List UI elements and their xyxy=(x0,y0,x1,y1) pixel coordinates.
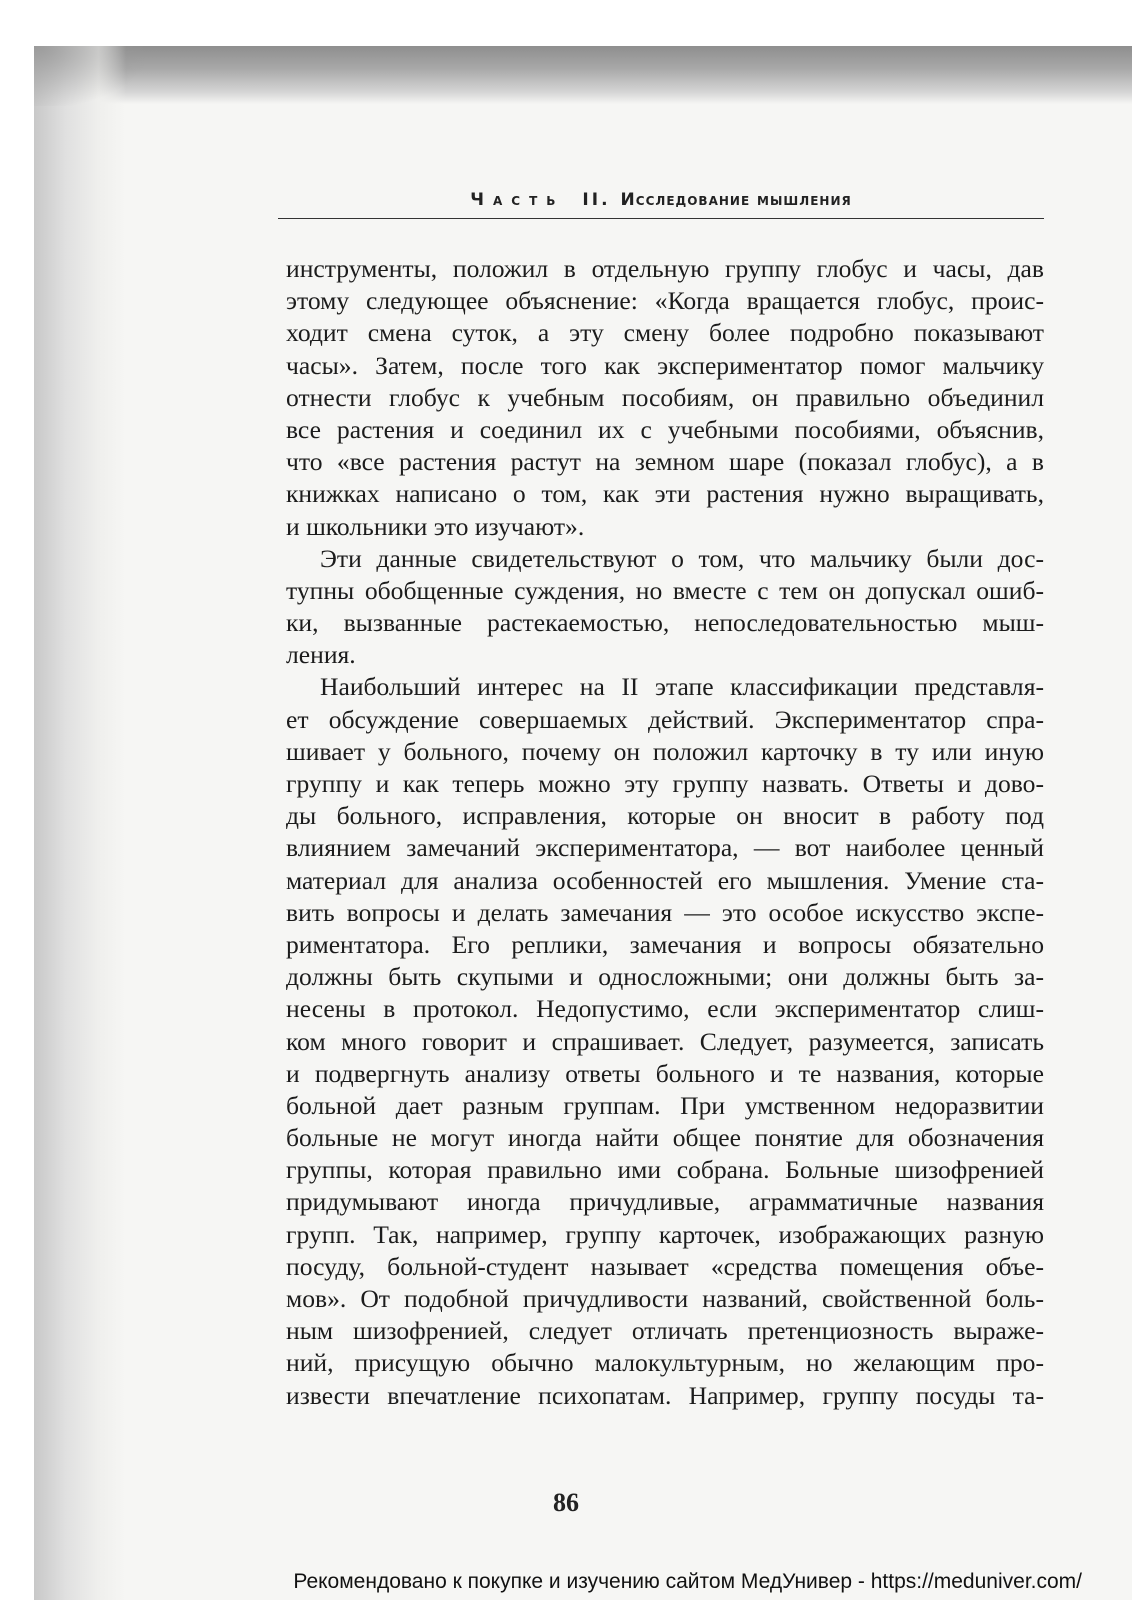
running-head xyxy=(278,190,1044,219)
text-line: придумывают иногда причудливые, аграмматичные названия xyxy=(286,1187,1044,1217)
scan-shadow-left xyxy=(34,46,126,1600)
text-line: несены в протокол. Недопустимо, если экспериментатор слиш- xyxy=(286,994,1044,1024)
text-line: групп. Так, например, группу карточек, изображающих разную xyxy=(286,1219,1044,1249)
text-line: тупны обобщенные суждения, но вместе с тем он допускал ошиб- xyxy=(286,575,1044,605)
text-line: отнести глобус к учебным пособиям, он правильно объединил xyxy=(286,382,1044,412)
footer-recommendation: Рекомендовано к покупке и изучению сайтом МедУнивер - https://meduniver.com/ xyxy=(293,1570,1082,1593)
text-line: и школьники это изучают». xyxy=(286,511,585,541)
text-line: посуду, больной-студент называет «средства помещения объе- xyxy=(286,1251,1044,1281)
text-line: влиянием замечаний экспериментатора, — вот наиболее ценный xyxy=(286,833,1044,863)
text-line: ным шизофренией, следует отличать претенциозность выраже- xyxy=(286,1316,1044,1346)
text-line: шивает у больного, почему он положил карточку в ту или иную xyxy=(286,736,1044,766)
text-line: больной дает разным группам. При умственном недоразвитии xyxy=(286,1090,1044,1120)
text-line: вить вопросы и делать замечания — это особое искусство экспе- xyxy=(286,897,1044,927)
text-line: инструменты, положил в отдельную группу глобус и часы, дав xyxy=(286,254,1044,283)
text-line: Наибольший интерес на II этапе классификации представля- xyxy=(320,672,1044,702)
text-line: ления. xyxy=(286,640,356,670)
text-line: ком много говорит и спрашивает. Следует, разумеется, записать xyxy=(286,1026,1044,1056)
text-line: ды больного, исправления, которые он вносит в работу под xyxy=(286,801,1044,831)
text-line: часы». Затем, после того как экспериментатор помог мальчику xyxy=(286,350,1044,380)
text-line: группу и как теперь можно эту группу назвать. Ответы и дово- xyxy=(286,769,1044,798)
text-line: этому следующее объяснение: «Когда вращается глобус, проис- xyxy=(286,286,1044,316)
text-line: мов». От подобной причудливости названий, свойственной боль- xyxy=(286,1284,1044,1313)
text-line: и подвергнуть анализу ответы больного и те названия, которые xyxy=(286,1058,1044,1088)
text-line: ки, вызванные растекаемостью, непоследовательностью мыш- xyxy=(286,608,1044,638)
text-line: должны быть скупыми и односложными; они должны быть за- xyxy=(286,962,1044,992)
text-line: риментатора. Его реплики, замечания и вопросы обязательно xyxy=(286,929,1044,959)
scan-shadow-top xyxy=(34,46,1132,104)
page-number: 86 xyxy=(553,1488,579,1517)
running-head-number: II. xyxy=(582,190,611,210)
text-line: книжках написано о том, как эти растения нужно выращивать, xyxy=(286,479,1044,509)
text-line: извести впечатление психопатам. Например, группу посуды та- xyxy=(286,1380,1044,1410)
text-line: все растения и соединил их с учебными пособиями, объяснив, xyxy=(286,414,1044,444)
text-line: группы, которая правильно ими собрана. Больные шизофренией xyxy=(286,1155,1044,1185)
text-line: ходит смена суток, а эту смену более подробно показывают xyxy=(286,318,1044,348)
text-line: ет обсуждение совершаемых действий. Экспериментатор спра- xyxy=(286,704,1044,734)
body-text xyxy=(286,253,1044,1412)
text-line: что «все растения растут на земном шаре (показал глобус), а в xyxy=(286,447,1044,477)
text-line: Эти данные свидетельствуют о том, что мальчику были дос- xyxy=(320,543,1044,573)
text-line: больные не могут иногда найти общее понятие для обозначения xyxy=(286,1123,1044,1153)
scan-shadow-corner xyxy=(34,46,144,106)
text-line: ний, присущую обычно малокультурным, но желающим про- xyxy=(286,1348,1044,1378)
running-head-title: Исследование мышления xyxy=(620,190,852,210)
running-head-part: Часть xyxy=(470,190,565,210)
text-line: материал для анализа особенностей его мышления. Умение ста- xyxy=(286,865,1044,895)
